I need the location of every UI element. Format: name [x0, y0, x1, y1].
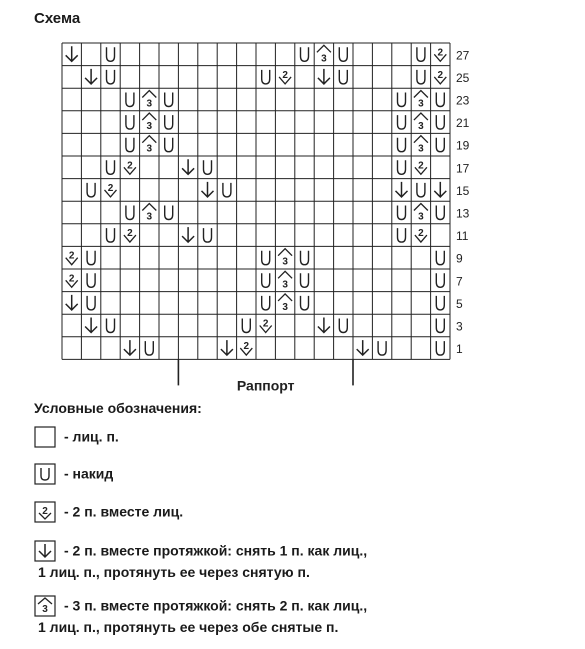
ssk-mark — [182, 159, 194, 174]
yarn-over-mark — [398, 115, 406, 129]
row-number: 17 — [456, 161, 470, 176]
yarn-over-mark — [436, 273, 444, 287]
sk2p-chevron — [414, 204, 428, 211]
legend-item-ssk — [34, 540, 367, 584]
legend-item-yarn-over — [34, 463, 113, 485]
yarn-over-mark — [87, 251, 95, 265]
k2tog-mark: 2 — [282, 69, 288, 81]
yarn-over-mark — [87, 273, 95, 287]
yarn-over-mark — [126, 115, 134, 129]
k2tog-mark: 2 — [262, 318, 269, 330]
row-number: 21 — [456, 116, 470, 131]
yarn-over-mark — [301, 273, 309, 287]
yarn-over-mark — [204, 160, 212, 174]
row-number: 5 — [456, 296, 463, 311]
yarn-over-mark — [339, 47, 347, 61]
sk2p-chevron — [142, 113, 156, 120]
legend-text-sk2p-cont: 1 лиц. п., протянуть ее через обе снятые п. — [38, 619, 339, 636]
k2tog-mark: 2 — [68, 250, 75, 262]
yarn-over-mark — [436, 296, 444, 310]
yarn-over-mark — [339, 319, 347, 333]
yarn-over-mark — [126, 93, 134, 107]
yarn-over-mark — [204, 228, 212, 242]
yarn-over-mark — [107, 70, 115, 84]
legend-item-knit — [34, 426, 119, 448]
ssk-mark — [124, 340, 136, 355]
sk2p-mark: 3 — [146, 143, 153, 155]
ssk-mark — [357, 340, 369, 355]
ssk-arrow-icon — [34, 540, 56, 562]
yarn-over-mark — [436, 206, 444, 220]
sk2p-chevron — [278, 294, 292, 301]
yarn-over-mark — [436, 115, 444, 129]
repeat-label: Раппорт — [236, 377, 295, 394]
yarn-over-mark — [165, 138, 173, 152]
ssk-mark — [66, 295, 78, 310]
yarn-over-mark — [107, 47, 115, 61]
legend-item-k2tog — [34, 501, 183, 523]
yarn-over-mark — [262, 296, 270, 310]
yarn-over-mark — [417, 47, 425, 61]
sk2p-mark: 3 — [418, 211, 424, 223]
ssk-mark — [396, 182, 408, 197]
sk2p-mark: 3 — [282, 256, 288, 268]
yarn-over-mark — [417, 70, 425, 84]
yarn-over-mark — [339, 70, 347, 84]
yarn-over-mark — [242, 319, 250, 333]
page-title: Схема — [34, 10, 81, 27]
yarn-over-mark — [165, 93, 173, 107]
yarn-over-mark — [436, 93, 444, 107]
sk2p-chevron — [142, 91, 156, 98]
yarn-over-mark — [398, 206, 406, 220]
yarn-over-mark — [223, 183, 231, 197]
legend-text-sk2p: - 3 п. вместе протяжкой: снять 2 п. как лиц., — [64, 597, 368, 614]
k2tog-mark: 2 — [107, 182, 114, 194]
yarn-over-mark — [301, 47, 309, 61]
ssk-mark — [182, 227, 194, 242]
yarn-over-mark — [107, 228, 115, 242]
yarn-over-mark — [436, 138, 444, 152]
legend-text-k2tog: - 2 п. вместе лиц. — [64, 503, 184, 520]
yarn-over-mark — [398, 93, 406, 107]
yarn-over-mark — [436, 251, 444, 265]
sk2p-chevron — [414, 91, 428, 98]
sk2p-icon — [34, 595, 56, 617]
sk2p-mark: 3 — [146, 121, 153, 133]
yarn-over-mark — [165, 115, 173, 129]
row-number: 27 — [456, 48, 470, 63]
legend-text-ssk: - 2 п. вместе протяжкой: снять 1 п. как лиц., — [64, 542, 368, 559]
yarn-over-mark — [145, 341, 153, 355]
yarn-over-icon — [34, 463, 56, 485]
row-number: 9 — [456, 251, 463, 266]
yarn-over-mark — [436, 319, 444, 333]
row-number: 1 — [456, 342, 463, 357]
ssk-mark — [85, 69, 97, 84]
yarn-over-mark — [107, 319, 115, 333]
yarn-over-mark — [436, 341, 444, 355]
yarn-over-mark — [301, 296, 309, 310]
ssk-mark — [202, 182, 214, 197]
legend-text-ssk-cont: 1 лиц. п., протянуть ее через снятую п. — [38, 564, 310, 581]
ssk-mark — [318, 318, 330, 333]
row-number: 23 — [456, 93, 470, 108]
sk2p-chevron — [142, 204, 156, 211]
row-number: 7 — [456, 274, 463, 289]
k2tog-icon — [34, 501, 56, 523]
yarn-over-mark — [262, 273, 270, 287]
ssk-mark — [66, 46, 78, 61]
yarn-over-mark — [126, 206, 134, 220]
yarn-over-mark — [87, 183, 95, 197]
sk2p-chevron — [278, 249, 292, 256]
sk2p-mark: 3 — [418, 121, 424, 133]
sk2p-chevron — [317, 45, 331, 52]
yarn-over-mark — [165, 206, 173, 220]
empty-square-icon — [34, 426, 56, 448]
yarn-over-mark — [126, 138, 134, 152]
yarn-over-mark — [107, 160, 115, 174]
k2tog-mark: 2 — [437, 47, 444, 59]
sk2p-mark: 3 — [282, 279, 288, 291]
row-number: 25 — [456, 70, 470, 85]
yarn-over-mark — [417, 183, 425, 197]
sk2p-chevron — [414, 136, 428, 143]
k2tog-mark: 2 — [243, 341, 250, 353]
sk2p-chevron — [278, 271, 292, 278]
legend-item-sk2p — [34, 595, 367, 639]
sk2p-mark: 3 — [146, 211, 153, 223]
yarn-over-mark — [378, 341, 386, 355]
ssk-mark — [318, 69, 330, 84]
sk2p-chevron — [142, 136, 156, 143]
row-number: 19 — [456, 138, 470, 153]
k2tog-mark: 2 — [437, 69, 444, 81]
row-number: 11 — [456, 229, 469, 244]
sk2p-mark: 3 — [418, 98, 424, 110]
svg-text:3: 3 — [42, 604, 48, 616]
sk2p-mark: 3 — [282, 301, 288, 313]
ssk-mark — [434, 182, 446, 197]
sk2p-mark: 3 — [418, 143, 424, 155]
legend-text-yarn-over: - накид — [64, 465, 114, 482]
k2tog-mark: 2 — [418, 228, 424, 240]
yarn-over-mark — [87, 296, 95, 310]
k2tog-mark: 2 — [127, 228, 133, 240]
row-number: 3 — [456, 319, 463, 334]
ssk-mark — [221, 340, 233, 355]
yarn-over-mark — [398, 138, 406, 152]
k2tog-mark: 2 — [127, 160, 133, 172]
legend-text-knit: - лиц. п. — [64, 428, 119, 445]
yarn-over-mark — [262, 70, 270, 84]
k2tog-mark: 2 — [418, 160, 424, 172]
sk2p-mark: 3 — [146, 98, 153, 110]
sk2p-mark: 3 — [321, 53, 327, 65]
ssk-mark — [85, 318, 97, 333]
chart-grid — [62, 43, 450, 359]
yarn-over-mark — [398, 228, 406, 242]
yarn-over-mark — [398, 160, 406, 174]
row-number: 13 — [456, 206, 470, 221]
legend-heading: Условные обозначения: — [34, 400, 202, 416]
yarn-over-mark — [301, 251, 309, 265]
k2tog-mark: 2 — [68, 273, 75, 285]
sk2p-chevron — [414, 113, 428, 120]
svg-text:2: 2 — [42, 506, 48, 518]
yarn-over-mark — [262, 251, 270, 265]
row-number: 15 — [456, 183, 470, 198]
